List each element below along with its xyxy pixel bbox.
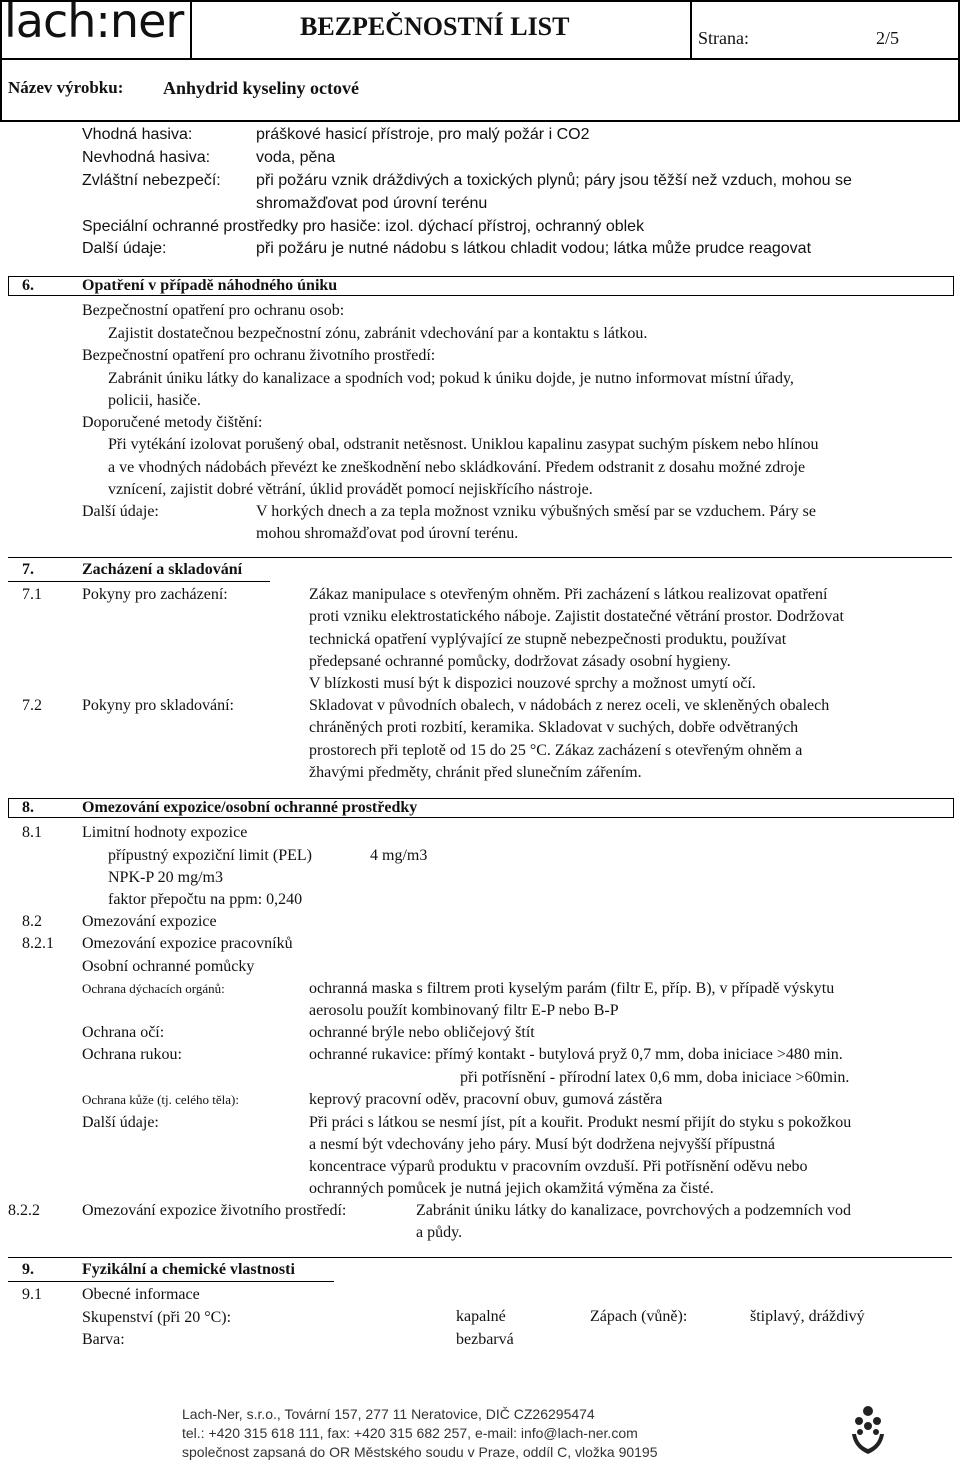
- resp-label: Ochrana dýchacích orgánů:: [82, 981, 225, 996]
- s7-1-number: 7.1: [22, 586, 42, 603]
- s7-2-text-2: chráněných proti rozbití, keramika. Skladovat v suchých, dobře odvětraných: [309, 719, 799, 736]
- section-8-title: Omezování expozice/osobní ochranné prostředky: [82, 799, 418, 816]
- s6-other-text-2: mohou shromažďovat pod úrovní terénu.: [256, 525, 519, 542]
- skin-label: Ochrana kůže (tj. celého těla):: [82, 1092, 239, 1107]
- s5-label-2: Nevhodná hasiva:: [82, 149, 211, 166]
- page-label: Strana:: [698, 28, 749, 48]
- s6-env-text-2: policii, hasiče.: [108, 392, 201, 409]
- s8-other-text-2: a nesmí být vdechovány jeho páry. Musí být dodržena nejvyšší přípustná: [309, 1136, 775, 1153]
- s7-1-text-4: předepsané ochranné pomůcky, dodržovat zásady osobní hygieny.: [309, 653, 731, 670]
- s6-clean-heading: Doporučené metody čištění:: [82, 414, 263, 431]
- s5-value-2: voda, pěna: [256, 149, 336, 166]
- env-text-2: a půdy.: [416, 1224, 463, 1241]
- ppm-factor: faktor přepočtu na ppm: 0,240: [108, 891, 303, 908]
- state-value: kapalné: [456, 1308, 506, 1325]
- eye-text: ochranné brýle nebo obličejový štít: [309, 1024, 535, 1041]
- s6-personal-text: Zajistit dostatečnou bezpečnostní zónu, zabránit vdechování par a kontaktu s látkou.: [108, 325, 648, 342]
- resp-text-1: ochranná maska s filtrem proti kyselým parám (filtr E, příp. B), v případě výskytu: [309, 980, 835, 997]
- s7-1-text-1: Zákaz manipulace s otevřeným ohněm. Při zacházení s látkou realizovat opatření: [309, 586, 828, 603]
- s7-1-text-3: technická opatření vyplývající ze stupně nebezpečnosti produktu, používat: [309, 631, 787, 648]
- s7-1-text-2: proti vzniku elektrostatického náboje. Zajistit dostatečné větrání prostor. Dodržovat: [309, 608, 844, 625]
- s9-1-number: 9.1: [22, 1286, 42, 1303]
- s6-other-text-1: V horkých dnech a za tepla možnost vzniku výbušných směsí par se vzduchem. Páry se: [256, 503, 816, 520]
- s8-other-text-1: Při práci s látkou se nesmí jíst, pít a kouřit. Produkt nesmí přijít do styku s pokožkou: [309, 1114, 852, 1131]
- s7-1-label: Pokyny pro zacházení:: [82, 586, 228, 603]
- color-value: bezbarvá: [456, 1331, 514, 1348]
- env-text-1: Zabránit úniku látky do kanalizace, povrchových a podzemních vod: [416, 1202, 851, 1219]
- color-label: Barva:: [82, 1331, 125, 1348]
- s7-2-text-3: prostorech při teplotě od 15 do 25 °C. Zákaz zacházení s otevřeným ohněm a: [309, 742, 803, 759]
- s6-clean-text-3: vznícení, zajistit dobré větrání, úklid provádět pomocí nejiskřícího nástroje.: [108, 481, 593, 498]
- hand-label: Ochrana rukou:: [82, 1046, 182, 1063]
- s8-2-2-number: 8.2.2: [8, 1202, 40, 1219]
- section-9-title: Fyzikální a chemické vlastnosti: [82, 1261, 295, 1278]
- hand-text-1: ochranné rukavice: přímý kontakt - butylová pryž 0,7 mm, doba iniciace >480 min.: [309, 1046, 843, 1063]
- s6-other-label: Další údaje:: [82, 503, 159, 520]
- footer-address: Lach-Ner, s.r.o., Tovární 157, 277 11 Neratovice, DIČ CZ26295474: [182, 1406, 595, 1422]
- page-number: 2/5: [876, 28, 900, 48]
- s8-other-text-4: ochranných pomůcek je nutná jejich okamžitá výměna za čisté.: [309, 1180, 714, 1197]
- s5-label-5: Další údaje:: [82, 240, 167, 257]
- s8-1-title: Limitní hodnoty expozice: [82, 824, 248, 841]
- odor-value: štiplavý, dráždivý: [750, 1308, 865, 1325]
- s9-1-title: Obecné informace: [82, 1286, 200, 1303]
- document-title: BEZPEČNOSTNÍ LIST: [300, 12, 570, 41]
- s8-2-1-number: 8.2.1: [22, 935, 54, 952]
- product-name: Anhydrid kyseliny octové: [163, 78, 360, 98]
- pel-value: 4 mg/m3: [370, 847, 428, 864]
- pel-label: přípustný expoziční limit (PEL): [108, 847, 312, 864]
- header-divider-v1: [190, 0, 192, 58]
- s8-2-title: Omezování expozice: [82, 913, 217, 930]
- company-emblem-icon: [848, 1404, 888, 1456]
- section-9-rule: [8, 1257, 952, 1258]
- s5-label-3: Zvláštní nebezpečí:: [82, 172, 221, 189]
- section-9-underline: [8, 1281, 334, 1282]
- ppe-heading: Osobní ochranné pomůcky: [82, 958, 255, 975]
- footer-registration: společnost zapsaná do OR Městského soudu v Praze, oddíl C, vložka 90195: [182, 1444, 658, 1460]
- s6-env-heading: Bezpečnostní opatření pro ochranu životního prostředí:: [82, 347, 436, 364]
- skin-text: keprový pracovní oděv, pracovní obuv, gumová zástěra: [309, 1091, 663, 1108]
- s5-row-4: Speciální ochranné prostředky pro hasiče: izol. dýchací přístroj, ochranný oblek: [82, 218, 645, 235]
- s5-value-1: práškové hasicí přístroje, pro malý požár i CO2: [256, 126, 590, 143]
- hand-text-2: při potřísnění - přírodní latex 0,6 mm, doba iniciace >60min.: [460, 1069, 850, 1086]
- s8-1-number: 8.1: [22, 824, 42, 841]
- s7-1-text-5: V blízkosti musí být k dispozici nouzové sprchy a možnost umytí očí.: [309, 675, 756, 692]
- footer-contact: tel.: +420 315 618 111, fax: +420 315 682 257, e-mail: info@lach-ner.com: [182, 1425, 638, 1441]
- section-7-rule: [8, 557, 952, 558]
- s5-value-3b: shromažďovat pod úrovní terénu: [256, 195, 488, 212]
- s7-2-label: Pokyny pro skladování:: [82, 697, 234, 714]
- s5-value-3a: při požáru vznik dráždivých a toxických plynů; páry jsou těžší než vzduch, mohou se: [256, 172, 852, 189]
- s7-2-text-1: Skladovat v původních obalech, v nádobách z nerez oceli, ve skleněných obalech: [309, 697, 830, 714]
- eye-label: Ochrana očí:: [82, 1024, 165, 1041]
- state-label: Skupenství (při 20 °C):: [82, 1309, 232, 1326]
- company-logo: lach:ner: [4, 0, 184, 48]
- odor-label: Zápach (vůně):: [590, 1308, 688, 1325]
- section-8-number: 8.: [22, 799, 34, 816]
- section-6-title: Opatření v případě náhodného úniku: [82, 277, 338, 294]
- s6-clean-text-2: a ve vhodných nádobách převézt ke zneškodnění nebo skládkování. Předem odstranit z dosahu možné zdroje: [108, 459, 806, 476]
- section-7-number: 7.: [22, 561, 34, 578]
- product-label: Název výrobku:: [8, 78, 124, 97]
- s8-2-1-title: Omezování expozice pracovníků: [82, 935, 293, 952]
- s8-other-label: Další údaje:: [82, 1114, 159, 1131]
- s7-2-number: 7.2: [22, 697, 42, 714]
- section-9-number: 9.: [22, 1261, 34, 1278]
- s7-2-text-4: žhavými předměty, chránit před slunečním zářením.: [309, 764, 642, 781]
- s8-2-number: 8.2: [22, 913, 42, 930]
- s8-2-2-title: Omezování expozice životního prostředí:: [82, 1202, 347, 1219]
- npk-value: NPK-P 20 mg/m3: [108, 869, 223, 886]
- header-divider-h: [0, 58, 958, 60]
- section-7-underline: [8, 581, 270, 582]
- s5-value-5: při požáru je nutné nádobu s látkou chladit vodou; látka může prudce reagovat: [256, 240, 812, 257]
- section-6-number: 6.: [22, 277, 34, 294]
- s8-other-text-3: koncentrace výparů produktu v pracovním ovzduší. Při potřísnění oděvu nebo: [309, 1158, 808, 1175]
- header-divider-v2: [690, 0, 692, 58]
- s6-personal-heading: Bezpečnostní opatření pro ochranu osob:: [82, 302, 345, 319]
- s6-clean-text-1: Při vytékání izolovat porušený obal, odstranit netěsnost. Uniklou kapalinu zasypat suchým pískem nebo hlínou: [108, 436, 819, 453]
- resp-text-2: aerosolu použít kombinovaný filtr E-P nebo B-P: [309, 1002, 619, 1019]
- section-7-title: Zacházení a skladování: [82, 561, 243, 578]
- s6-env-text-1: Zabránit úniku látky do kanalizace a spodních vod; pokud k úniku dojde, je nutno informovat místní úřady,: [108, 370, 794, 387]
- s5-label-1: Vhodná hasiva:: [82, 126, 193, 143]
